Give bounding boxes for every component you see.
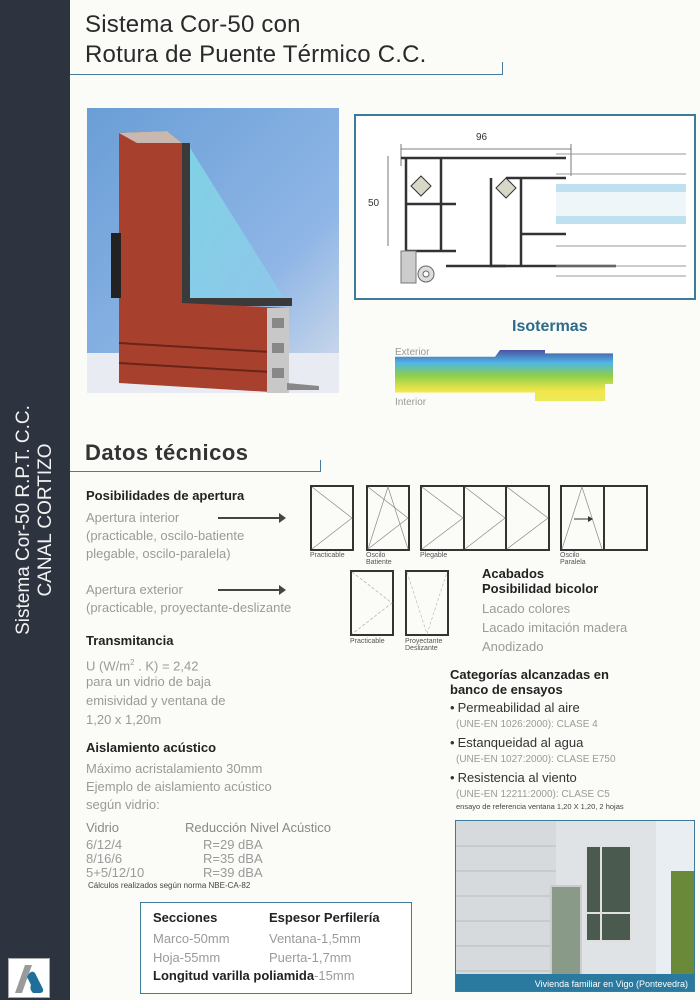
hoja-value: Hoja-55mm	[153, 950, 221, 965]
arrow-right-icon	[218, 517, 280, 519]
label-practicable: Practicable	[310, 552, 345, 559]
sidebar-title	[0, 370, 70, 670]
acustico-line: según vidrio:	[86, 797, 160, 812]
cross-section-diagram	[354, 114, 696, 300]
apertura-exterior-desc: (practicable, proyectante-deslizante	[86, 600, 292, 615]
acabados-heading: Acabados	[482, 566, 545, 581]
isotermas-interior-label: Interior	[395, 397, 427, 408]
categoria-detail: (UNE-EN 1027:2000): CLASE E750	[456, 754, 616, 765]
sidebar-line2: CANAL CORTIZO	[35, 443, 56, 597]
label-ext-practicable: Practicable	[350, 638, 385, 645]
arrow-right-icon	[218, 589, 280, 591]
title-line1: Sistema Cor-50 con	[85, 11, 301, 38]
title-underline	[70, 74, 502, 75]
width-dimension-label: 96	[476, 132, 488, 143]
datos-underline-tick	[320, 460, 321, 472]
transmitancia-line: 1,20 x 1,20m	[86, 712, 162, 727]
longitud-label: Longitud varilla poliamida	[153, 968, 315, 983]
u-superscript: 2	[130, 658, 135, 667]
photo-caption: Vivienda familiar en Vigo (Pontevedra)	[534, 979, 688, 989]
ventana-value: Ventana-1,5mm	[269, 931, 361, 946]
window-exterior-practicable-icon	[350, 570, 394, 636]
window-frame-photo	[87, 103, 345, 408]
apertura-interior-desc2: plegable, oscilo-paralela)	[86, 546, 231, 561]
marco-value: Marco-50mm	[153, 931, 230, 946]
specs-box	[140, 902, 412, 994]
secciones-heading: Secciones	[153, 910, 218, 925]
house-photo	[455, 820, 695, 992]
acabado-item: Lacado colores	[482, 601, 571, 616]
categoria-detail: (UNE-EN 1026:2000): CLASE 4	[456, 719, 598, 730]
u-value	[86, 654, 198, 674]
label-paralela: Paralela	[560, 559, 586, 566]
categorias-note: ensayo de referencia ventana 1,20 X 1,20, 2 hojas	[456, 802, 624, 811]
transmitancia-line: para un vidrio de baja	[86, 674, 212, 689]
label-proyectante: Proyectante	[405, 638, 443, 645]
acustico-line: Máximo acristalamiento 30mm	[86, 761, 263, 776]
posibilidad-bicolor-heading: Posibilidad bicolor	[482, 581, 599, 596]
datos-underline	[70, 471, 320, 472]
window-plegable-icon	[420, 485, 550, 551]
window-oscilo-paralela-icon	[560, 485, 648, 551]
label-oscilo-2: Oscilo	[560, 552, 580, 559]
window-practicable-icon	[310, 485, 354, 551]
acabado-item: Lacado imitación madera	[482, 620, 628, 635]
longitud-varilla	[153, 968, 355, 983]
acustico-line: Ejemplo de aislamiento acústico	[86, 779, 272, 794]
height-dimension-label: 50	[368, 198, 380, 209]
page-title	[85, 10, 427, 70]
isotermas-title: Isotermas	[512, 318, 588, 335]
datos-tecnicos-heading: Datos técnicos	[85, 440, 249, 465]
reduccion-col-header: Reducción Nivel Acústico	[185, 820, 331, 835]
vidrio-cell: 6/12/4	[86, 837, 123, 852]
label-deslizante: Deslizante	[405, 645, 438, 652]
transmitancia-heading: Transmitancia	[86, 633, 174, 648]
label-oscilo: Oscilo	[366, 552, 386, 559]
apertura-interior-desc1: (practicable, oscilo-batiente	[86, 528, 245, 543]
reduccion-cell: R=29 dBA	[203, 837, 263, 852]
categoria-name: • Permeabilidad al aire	[450, 699, 580, 716]
categoria-name: • Estanqueidad al agua	[450, 734, 583, 751]
longitud-value: -15mm	[314, 968, 355, 983]
apertura-interior-label: Apertura interior	[86, 510, 180, 525]
espesor-heading: Espesor Perfilería	[269, 910, 380, 925]
u-prefix: U (W/m	[86, 658, 131, 674]
categoria-name: • Resistencia al viento	[450, 769, 577, 786]
apertura-exterior-label: Apertura exterior	[86, 582, 183, 597]
sidebar	[0, 0, 70, 1000]
reduccion-cell: R=39 dBA	[203, 865, 263, 880]
vidrio-col-header: Vidrio	[86, 820, 120, 835]
acabado-item: Anodizado	[482, 639, 544, 654]
isotermas-exterior-label: Exterior	[395, 347, 430, 358]
window-proyectante-deslizante-icon	[405, 570, 449, 636]
categorias-heading-2: banco de ensayos	[450, 682, 563, 697]
title-underline-tick	[502, 62, 503, 75]
cortizo-logo-icon	[8, 958, 50, 998]
title-line2: Rotura de Puente Térmico C.C.	[85, 41, 427, 68]
label-plegable: Plegable	[420, 552, 448, 559]
window-oscilo-batiente-icon	[366, 485, 410, 551]
vidrio-cell: 8/16/6	[86, 851, 123, 866]
isotherm-image	[395, 340, 635, 410]
vidrio-cell: 5+5/12/10	[86, 865, 145, 880]
reduccion-cell: R=35 dBA	[203, 851, 263, 866]
categoria-detail: (UNE-EN 12211:2000): CLASE C5	[456, 789, 610, 800]
acustico-heading: Aislamiento acústico	[86, 740, 217, 755]
puerta-value: Puerta-1,7mm	[269, 950, 352, 965]
acustico-note: Cálculos realizados según norma NBE-CA-82	[88, 881, 251, 890]
apertura-heading: Posibilidades de apertura	[86, 488, 245, 503]
label-batiente: Batiente	[366, 559, 392, 566]
u-suffix: . K) = 2,42	[134, 658, 199, 674]
categorias-heading: Categorías alcanzadas en	[450, 667, 609, 682]
transmitancia-line: emisividad y ventana de	[86, 693, 226, 708]
sidebar-line1: Sistema Cor-50 R.P.T. C.C.	[13, 405, 34, 635]
